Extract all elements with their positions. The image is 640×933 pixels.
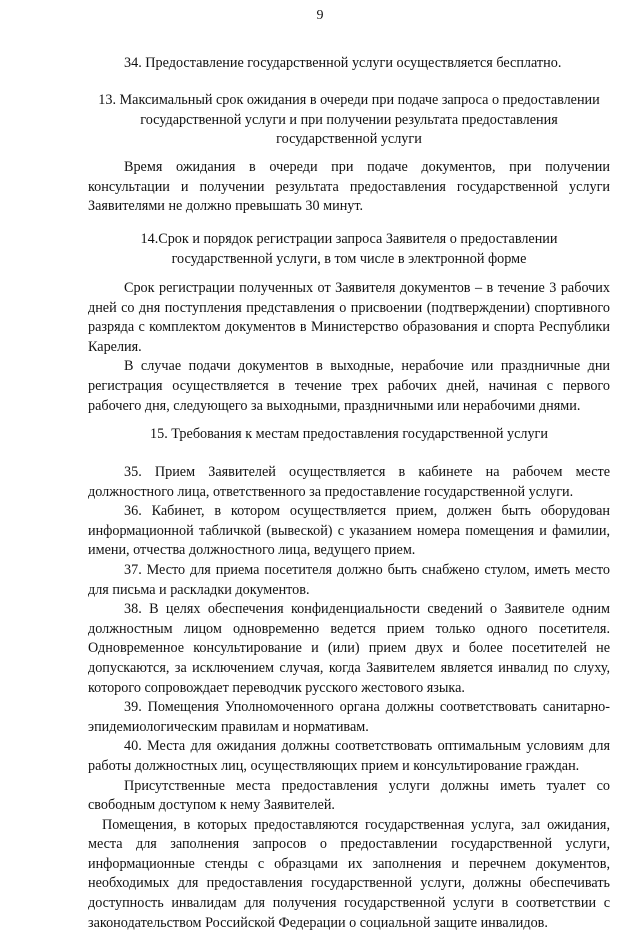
section-14-title-line: государственной услуги, в том числе в электронной форме bbox=[171, 250, 527, 267]
section-13-title-line: государственной услуги bbox=[276, 131, 422, 148]
paragraph-accessibility: Помещения, в которых предоставляются государственная услуга, зал ожидания, места для заполнения запросов о предоставлении государственной услуги, информационные стенды с образцами их заполнения и перечнем документов, необходимых для предоставления государственной услуги, должны обеспечивать доступность инвалидам для получения государственной услуги в соответствии с законодательством Российской Федерации о социальной защите инвалидов. bbox=[88, 816, 610, 931]
section-14-title bbox=[88, 230, 610, 269]
section-13-paragraph: Время ожидания в очереди при подаче документов, при получении консультации и получении результата предоставления государственной услуги Заявителями не должно превышать 30 минут. bbox=[88, 159, 610, 215]
paragraph-39: 39. Помещения Уполномоченного органа должны соответствовать санитарно-эпидемиологическим правилам и нормативам. bbox=[88, 699, 610, 735]
paragraph-36: 36. Кабинет, в котором осуществляется прием, должен быть оборудован информационной табличкой (вывеской) с указанием номера помещения и фамилии, имени, отчества должностного лица, ведущего прием. bbox=[88, 503, 610, 559]
paragraph-38: 38. В целях обеспечения конфиденциальности сведений о Заявителе одним должностным лицом одновременно ведется прием только одного посетителя. Одновременное консультирование и (или) прием двух и более посетителей не допускаются, за исключением случая, когда Заявителем является инвалид по слуху, которого сопровождает переводчик русского жестового языка. bbox=[88, 601, 610, 696]
section-14-body bbox=[88, 279, 610, 416]
section-15-body bbox=[88, 463, 610, 933]
section-15-title: 15. Требования к местам предоставления государственной услуги bbox=[150, 426, 548, 442]
section-14-title-line: 14.Срок и порядок регистрации запроса Заявителя о предоставлении bbox=[140, 231, 558, 247]
page-number: 9 bbox=[316, 8, 324, 23]
section-13-title bbox=[88, 91, 610, 150]
paragraph-37: 37. Место для приема посетителя должно быть снабжено стулом, иметь место для письма и раскладки документов. bbox=[88, 561, 610, 598]
paragraph-toilet: Присутственные места предоставления услуги должны иметь туалет со свободным доступом к нему Заявителей. bbox=[88, 777, 610, 814]
paragraph-40: 40. Места для ожидания должны соответствовать оптимальным условиям для работы должностных лиц, осуществляющих прием и консультирование граждан. bbox=[88, 738, 610, 774]
item-34: 34. Предоставление государственной услуги осуществляется бесплатно. bbox=[124, 55, 562, 71]
section-13-title-line: государственной услуги и при получении результата предоставления bbox=[140, 111, 558, 128]
section-13-title-line: 13. Максимальный срок ожидания в очереди при подаче запроса о предоставлении bbox=[98, 92, 600, 108]
paragraph-35: 35. Прием Заявителей осуществляется в кабинете на рабочем месте должностного лица, ответственного за предоставление государственной услуги. bbox=[88, 464, 610, 500]
section-14-paragraph: Срок регистрации полученных от Заявителя документов – в течение 3 рабочих дней со дня поступления представления о присвоении (подтверждении) спортивного разряда с комплектом документов в Министерство образования и спорта Республики Карелия. bbox=[88, 280, 610, 355]
section-14-paragraph: В случае подачи документов в выходные, нерабочие или праздничные дни регистрация осуществляется в течение трех рабочих дней, начиная с первого рабочего дня, следующего за выходными, праздничными или нерабочими днями. bbox=[88, 358, 610, 414]
